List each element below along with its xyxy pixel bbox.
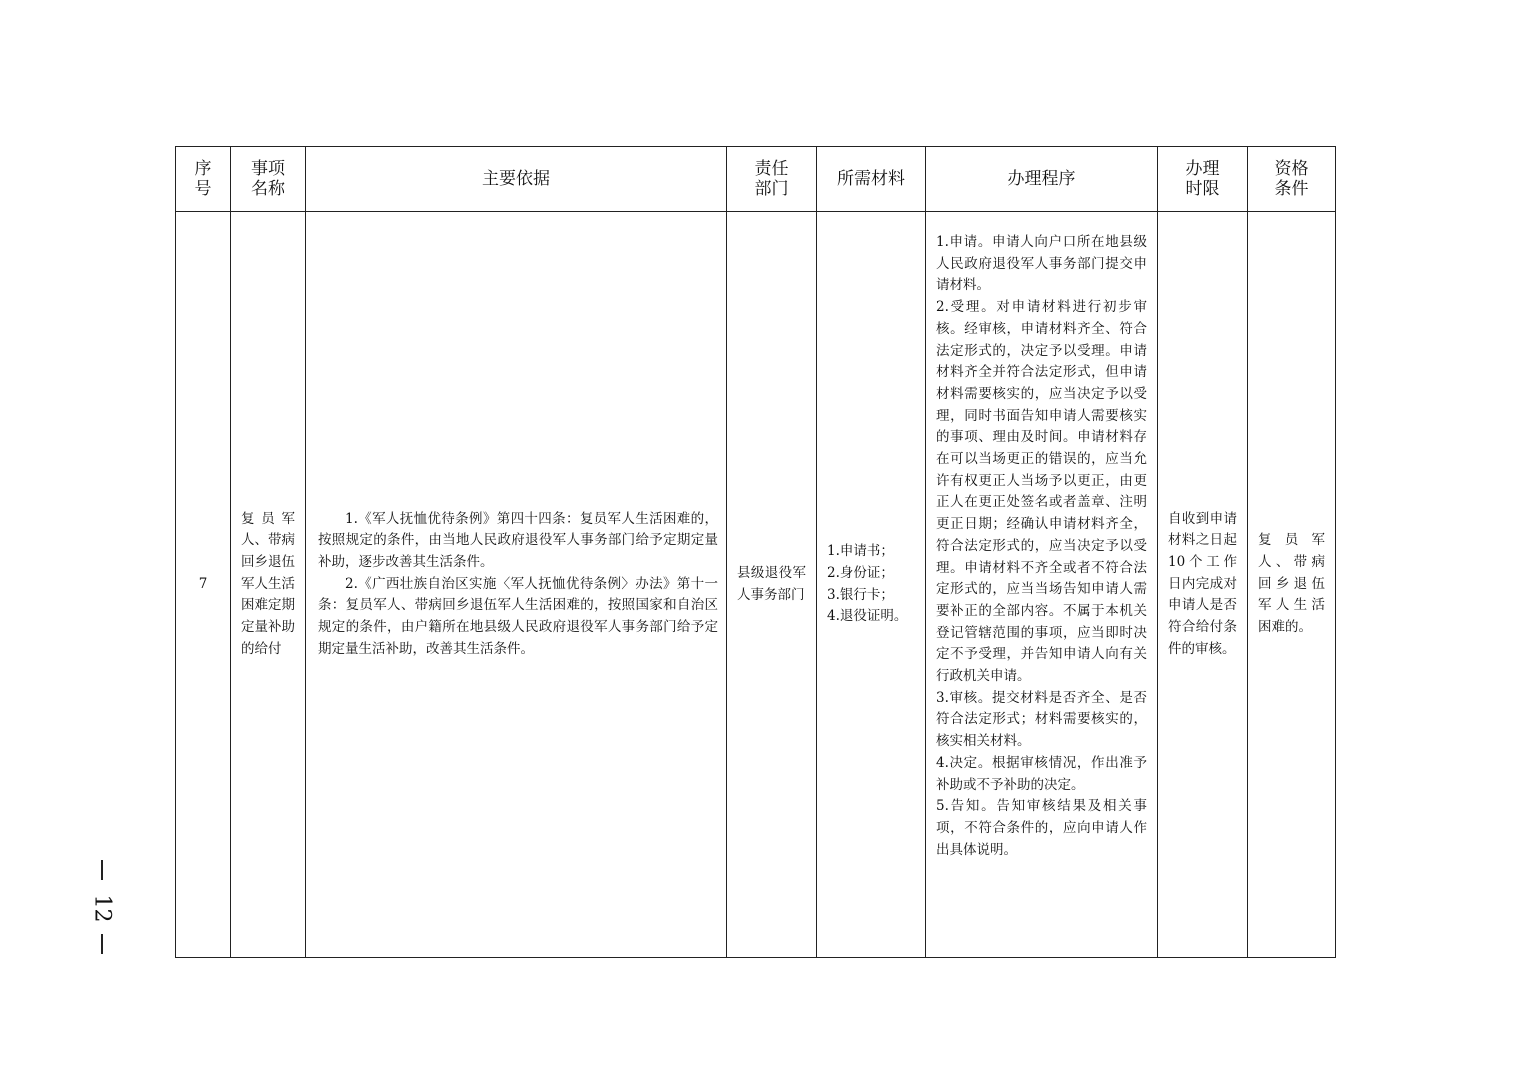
- cell-basis: [306, 212, 727, 958]
- basis-paragraph: 1.《军人抚恤优待条例》第四十四条：复员军人生活困难的，按照规定的条件，由当地人民政府退役军人事务部门给予定期定量补助，逐步改善其生活条件。: [318, 510, 718, 570]
- procedure-step: 2.受理。对申请材料进行初步审核。经审核，申请材料齐全、符合法定形式的，决定予以受理。申请材料齐全并符合法定形式，但申请材料需要核实的，应当决定予以受理，同时书面告知申请人需要核实的事项、理由及时间。申请材料存在可以当场更正的错误的，应当允许有权更正人当场予以更正，由更正人在更正处签名或者盖章、注明更正日期；经确认申请材料齐全，符合法定形式的，应当决定予以受理。申请材料不齐全或者不符合法定形式的，应当当场告知申请人需要补正的全部内容。不属于本机关登记管辖范围的事项，应当即时决定不予受理，并告知申请人向有关行政机关申请。: [936, 299, 1147, 685]
- cell-dept: 县级退役军人事务部门: [727, 212, 817, 958]
- cell-procedure: [926, 212, 1158, 958]
- header-materials: 所需材料: [817, 147, 926, 212]
- material-item: 1.申请书；: [827, 543, 894, 560]
- material-item: 2.身份证；: [827, 564, 894, 581]
- procedure-step: 3.审核。提交材料是否齐全、是否符合法定形式；材料需要核实的，核实相关材料。: [936, 689, 1147, 750]
- page-number-text: 12: [89, 894, 115, 923]
- basis-paragraph: 2.《广西壮族自治区实施〈军人抚恤优待条例〉办法》第十一条：复员军人、带病回乡退伍军人生活困难的，按照国家和自治区规定的条件，由户籍所在地县级人民政府退役军人事务部门给予定期定量生活补助，改善其生活条件。: [318, 575, 718, 657]
- table-row: [176, 212, 1336, 958]
- page-number-dash: [101, 860, 103, 880]
- table-header-row: [176, 147, 1336, 212]
- procedure-step: 4.决定。根据审核情况，作出准予补助或不予补助的决定。: [936, 754, 1147, 793]
- header-name: 事项名称: [231, 147, 306, 212]
- cell-seq: 7: [176, 212, 231, 958]
- service-item-table: [175, 146, 1336, 958]
- procedure-step: 5.告知。告知审核结果及相关事项，不符合条件的，应向申请人作出具体说明。: [936, 798, 1147, 858]
- header-seq: 序号: [176, 147, 231, 212]
- header-dept: 责任部门: [727, 147, 817, 212]
- page-number: [82, 858, 122, 958]
- material-item: 4.退役证明。: [827, 608, 908, 625]
- procedure-step: 1.申请。申请人向户口所在地县级人民政府退役军人事务部门提交申请材料。: [936, 234, 1147, 294]
- material-item: 3.银行卡；: [827, 586, 894, 603]
- cell-materials: [817, 212, 926, 958]
- header-basis: 主要依据: [306, 147, 727, 212]
- header-conditions: 资格条件: [1248, 147, 1336, 212]
- cell-name: 复员军人、带病回乡退伍军人生活困难定期定量补助的给付: [231, 212, 306, 958]
- header-time-limit: 办理时限: [1158, 147, 1248, 212]
- page-number-dash: [101, 934, 103, 954]
- cell-time-limit: 自收到申请材料之日起10个工作日内完成对申请人是否符合给付条件的审核。: [1158, 212, 1248, 958]
- cell-conditions: 复员军人、带病回乡退伍军人生活困难的。: [1248, 212, 1336, 958]
- header-procedure: 办理程序: [926, 147, 1158, 212]
